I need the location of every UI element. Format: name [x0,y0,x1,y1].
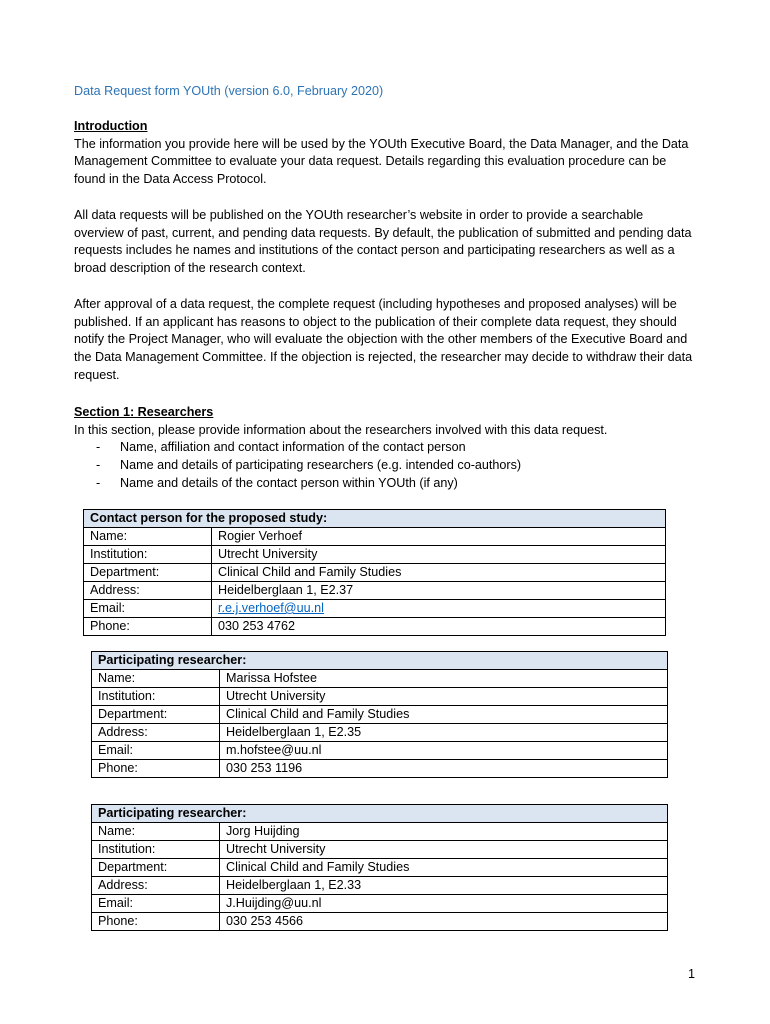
intro-paragraph-1: The information you provide here will be used by the YOUth Executive Board, the Data Manager, and the Data Management Committee to evaluate your data request. Details regarding this evaluation procedure can be found in the Data Access Protocol. [74,136,689,187]
intro-paragraph-2: All data requests will be published on the YOUth researcher’s website in order to provide a searchable overview of past, current, and pending data requests. By default, the publication of submitted and pending data requests includes he names and institutions of the contact person and participating researchers as well as a broad description of the research context. [74,208,692,276]
table-row: Department: Clinical Child and Family Studies [84,564,666,582]
table-header: Contact person for the proposed study: [84,510,666,528]
email-link[interactable]: r.e.j.verhoef@uu.nl [218,601,324,615]
table-row: Phone: 030 253 1196 [92,760,668,778]
table-row: Name: Jorg Huijding [92,823,668,841]
form-title: Data Request form YOUth (version 6.0, February 2020) [74,84,384,98]
intro-paragraph-2-block [74,207,694,278]
researcher-2-table [91,804,668,931]
table-row: Institution: Utrecht University [84,546,666,564]
table-row: Institution: Utrecht University [92,841,668,859]
table-row: Address: Heidelberglaan 1, E2.33 [92,877,668,895]
section1-bullets [74,439,694,492]
table-row: Phone: 030 253 4762 [84,618,666,636]
introduction-heading: Introduction [74,119,148,133]
table-row: Department: Clinical Child and Family Studies [92,859,668,877]
list-item: - Name, affiliation and contact information of the contact person [96,440,466,455]
table-row: Address: Heidelberglaan 1, E2.35 [92,724,668,742]
list-item: - Name and details of participating researchers (e.g. intended co-authors) [96,458,522,473]
table-header: Participating researcher: [92,805,668,823]
section1-text: In this section, please provide information about the researchers involved with this data request. [74,422,608,437]
list-item: - Name and details of the contact person within YOUth (if any) [96,475,458,490]
table-row: Email: r.e.j.verhoef@uu.nl [84,600,666,618]
table-row: Email: J.Huijding@uu.nl [92,895,668,913]
intro-paragraph-3: After approval of a data request, the complete request (including hypotheses and proposed analyses) will be published. If an applicant has reasons to object to the publication of their complete data request, they should notify the Project Manager, who will evaluate the objection with the other members of the Executive Board and the Data Management Committee. If the objection is rejected, the researcher may decide to withdraw their data request. [74,297,693,382]
page-number: 1 [687,967,695,981]
table-row: Institution: Utrecht University [92,688,668,706]
table-row: Address: Heidelberglaan 1, E2.37 [84,582,666,600]
intro-paragraph-3-block [74,296,694,385]
section1-heading: Section 1: Researchers [74,405,214,419]
table-row: Department: Clinical Child and Family Studies [92,706,668,724]
researcher-1-table [91,651,668,778]
table-row: Name: Rogier Verhoef [84,528,666,546]
table-row: Phone: 030 253 4566 [92,913,668,931]
table-row: Email: m.hofstee@uu.nl [92,742,668,760]
introduction-section [74,118,694,189]
table-row: Name: Marissa Hofstee [92,670,668,688]
table-header: Participating researcher: [92,652,668,670]
section1 [74,404,694,493]
contact-person-table [83,509,666,636]
